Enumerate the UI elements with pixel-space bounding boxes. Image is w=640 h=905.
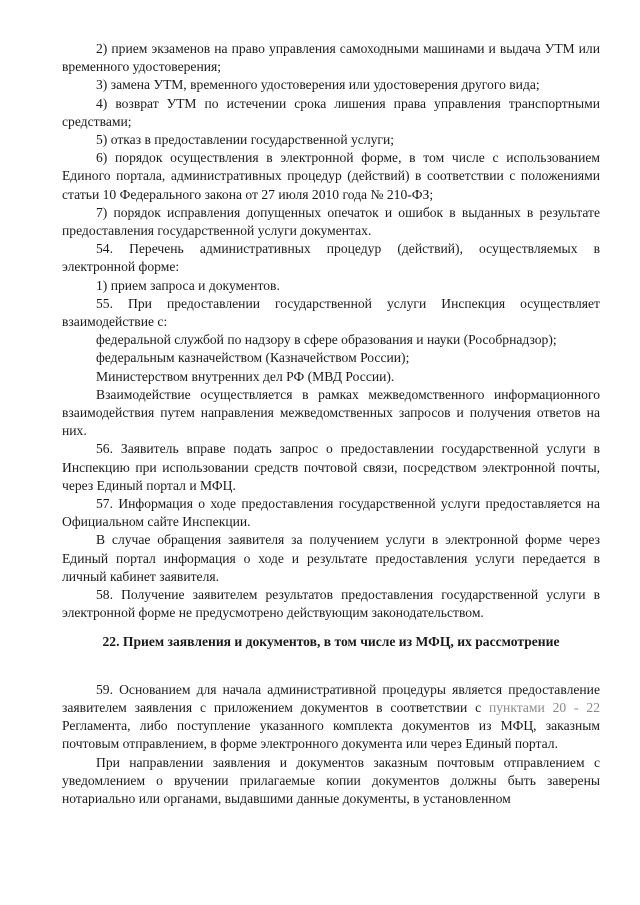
paragraph-item-6: 6) порядок осуществления в электронной форме, в том числе с использованием Единого портала, административных процедур (действий) в соответствии с положениями статьи 10 Федерального закона от 27 июля 2010 года № 210-ФЗ; xyxy=(62,150,600,202)
paragraph-55-mvd: Министерством внутренних дел РФ (МВД России). xyxy=(96,368,395,384)
paragraph-54: 54. Перечень административных процедур (действий), осуществляемых в электронной форме: xyxy=(62,241,600,275)
paragraph-56: 56. Заявитель вправе подать запрос о предоставлении государственной услуги в Инспекцию при использовании средств почтовой связи, посредством электронной почты, через Единый портал и МФЦ. xyxy=(62,441,600,493)
paragraph-57-electronic: В случае обращения заявителя за получением услуги в электронной форме через Единый портал информация о ходе и результате предоставления услуги передается в личный кабинет заявителя. xyxy=(62,532,600,584)
paragraph-55-treasury: федеральным казначейством (Казначейством России); xyxy=(96,350,410,366)
paragraph-57: 57. Информация о ходе предоставления государственной услуги предоставляется на Официальном сайте Инспекции. xyxy=(62,496,600,530)
paragraph-59-text-end: Регламента, либо поступление указанного комплекта документов из МФЦ, заказным почтовым отправлением, в форме электронного документа или через Единый портал. xyxy=(62,718,600,752)
paragraph-59 xyxy=(62,681,600,754)
paragraph-54-item-1: 1) прием запроса и документов. xyxy=(96,277,280,293)
paragraph-58: 58. Получение заявителем результатов предоставления государственной услуги в электронной форме не предусмотрено действующим законодательством. xyxy=(62,587,600,621)
paragraph-item-5: 5) отказ в предоставлении государственной услуги; xyxy=(96,132,395,148)
paragraph-item-3: 3) замена УТМ, временного удостоверения или удостоверения другого вида; xyxy=(96,77,540,93)
paragraph-55: 55. При предоставлении государственной услуги Инспекция осуществляет взаимодействие с: xyxy=(62,295,600,330)
paragraph-item-7: 7) порядок исправления допущенных опечаток и ошибок в выданных в результате предоставления государственной услуги документах. xyxy=(62,204,600,239)
paragraph-59-text-start: 59. Основанием для начала административной процедуры является предоставление заявителем заявления с приложением документов в соответствии с xyxy=(62,681,600,715)
paragraph-item-4: 4) возврат УТМ по истечении срока лишения права управления транспортными средствами; xyxy=(62,95,600,129)
regulation-reference-link: пунктами 20 - 22 xyxy=(488,699,601,715)
paragraph-mail-submission: При направлении заявления и документов заказным почтовым отправлением с уведомлением о вручении прилагаемые копии документов должны быть заверены нотариально или органами, выдавшими данные документы, в установленном xyxy=(62,754,600,806)
paragraph-55-rosobrnadzor: федеральной службой по надзору в сфере образования и науки (Рособрнадзор); xyxy=(96,332,557,348)
paragraph-interaction: Взаимодействие осуществляется в рамках межведомственного информационного взаимодействия путем направления межведомственных запросов и получения ответов на них. xyxy=(62,386,600,439)
section-heading: 22. Прием заявления и документов, в том числе из МФЦ, их рассмотрение xyxy=(102,633,560,649)
paragraph-item-2: 2) прием экзаменов на право управления самоходными машинами и выдача УТМ или временного удостоверения; xyxy=(62,41,600,75)
